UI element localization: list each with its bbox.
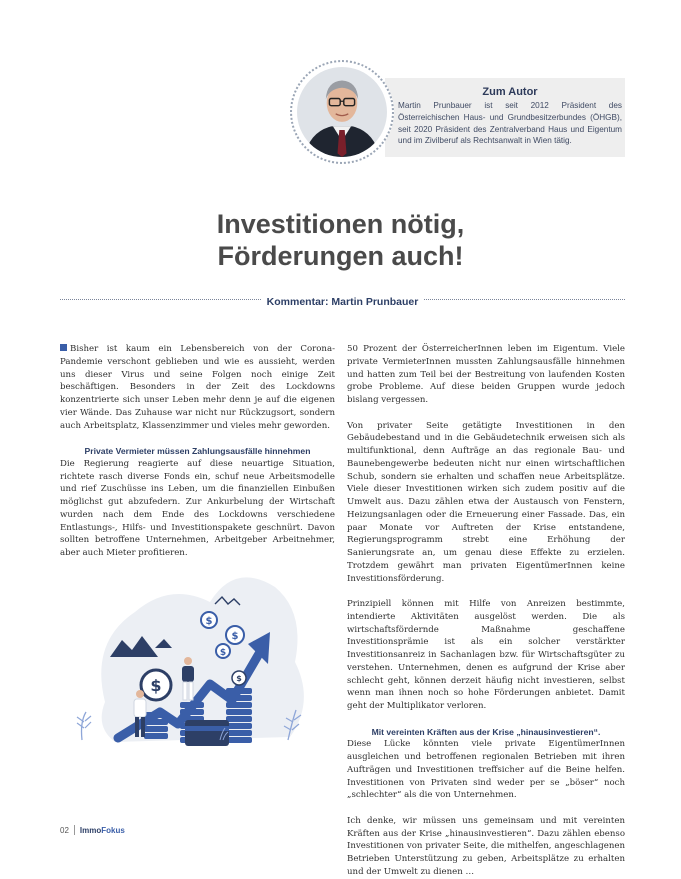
illustration-svg [60,552,335,762]
paragraph-investitionen: Von privater Seite getätigte Investitionen in den Gebäudebestand und in die Gebäudetechnik erweisen sich als multifunktional, denn Aufträge an das regionale Bau- und Baunebengewerbe bedeuten nicht nur einen wirtschaftlichen Schub, sondern sie erhalten und schaffen neue Arbeitsplätze. Viele dieser Investitionen wirken sich zudem positiv auf die Umwelt aus. Dazu zählen etwa der Austausch von Fenstern, Heizungsanlagen oder die Erneuerung einer Fassade. Das, ein paar Monate vor Auftreten der Krise entstandene, Regierungsprogramm strebt eine Erhöhung der Sanierungsrate an, um genau diese Effekte zu erzielen. Trotzdem gewährt man privaten EigentümerInnen keine Investitionsförderung. [347,420,625,584]
author-bio: Martin Prunbauer ist seit 2012 Präsident des Österreichischen Haus- und Grundbesitzerbundes (ÖHGB), seit 2020 Präsident des Zentralverband Haus und Eigentum und im Zivilberuf als Rechtsanwalt in Wien tätig. [398,101,622,146]
magazine-name-part-1: Immo [79,826,102,835]
headline-line-1: Investitionen nötig, [216,209,465,239]
right-column [347,343,625,879]
author-portrait-image [297,67,387,157]
intro-paragraph [60,343,335,432]
page-number: 02 [60,826,69,835]
author-box-title: Zum Autor [482,86,538,98]
byline-row [60,290,625,308]
subheading-hinausinvestieren: Mit vereinten Kräften aus der Krise „hinausinvestieren“. [371,726,601,737]
magazine-name-part-2: Fokus [101,826,125,835]
svg-text:$: $ [205,616,213,627]
byline: Kommentar: Martin Prunbauer [261,296,425,308]
headline-line-2: Förderungen auch! [217,241,464,271]
intro-paragraph-text: Bisher ist kaum ein Lebensbereich von der Corona-Pandemie verschont geblieben und wie es aussieht, werden uns dieser Virus und seine Folgen noch einige Zeit beschäftigen. Besonders in der Zeit des Lockdowns konzentrierte sich unser Leben mehr denn je auf die eigenen vier Wände. Das Zuhause war nicht nur Rückzugsort, sondern auch Arbeitsplatz, Klassenzimmer und vieles mehr geworden. [60,344,335,431]
article-headline [0,208,681,272]
svg-text:$: $ [150,676,162,695]
paragraph-regierung: Die Regierung reagierte auf diese neuartige Situation, richtete rasch diverse Fonds ein, schuf neue Arbeitsmodelle und rief Zuschüsse ins Leben, um die finanziellen Einbußen möglichst gut abzufedern. Zur Ankurbelung der Wirtschaft wurden nach dem Ende des Lockdowns verschiedene Entlastungs-, Hilfs- und Investitionspakete geschnürt. Davon sollten betroffene Unternehmen, Arbeitgeber Arbeitnehmer, aber auch Mieter profitieren. [60,458,335,558]
paragraph-anreize: Prinzipiell können mit Hilfe von Anreizen bestimmte, intendierte Aktivitäten ausgelöst werden. Die als wirtschaftsfördernde Maßnahme geschaffene Investitionsprämie ist als ein solcher verstärkter Investitionsanreiz in Sachanlagen bzw. für Wirtschaftsgüter zu verstehen. Unternehmen, denen es aufgrund der Krise aber schlecht geht, können derzeit häufig nicht investieren, selbst wenn man ihnen noch so hohe Förderungen anbietet. Damit geht der Multiplikator verloren. [347,599,625,711]
subheading-vermieter: Private Vermieter müssen Zahlungsausfälle hinnehmen [84,446,311,456]
svg-text:$: $ [236,674,242,683]
square-bullet-icon [60,344,67,351]
paragraph-eigentum: 50 Prozent der ÖsterreicherInnen leben im Eigentum. Viele private VermieterInnen mussten Zahlungsausfälle hinnehmen und hatten zum Teil bei der Bestreitung von laufenden Kosten grobe Probleme. Auf diese beiden Gruppen wurde jedoch bislang vergessen. [347,344,625,405]
author-photo [290,60,394,164]
page-footer [60,825,125,835]
paragraph-fazit: Ich denke, wir müssen uns gemeinsam und mit vereinten Kräften aus der Krise „hinausinvestieren“. Dazu zählen ebenso Investitionen von privater Seite, die mithelfen, angeschlagenen Betrieben Unterstützung zu geben, Arbeitsplätze zu erhalten und der Umwelt zu dienen … [347,815,625,877]
svg-text:$: $ [231,631,239,642]
investment-growth-illustration [60,552,335,762]
footer-divider [74,825,75,835]
svg-text:$: $ [219,648,227,658]
paragraph-luecke: Diese Lücke könnten viele private EigentümerInnen ausgleichen und betroffenen regionalen Betrieben mit ihren Aufträgen und Investitionen treffsicher auf die Beine helfen. Investitionen von Privaten sind weder per se „böser“ noch „schlechter“ als die von Unternehmen. [347,739,625,801]
left-column [60,343,335,560]
